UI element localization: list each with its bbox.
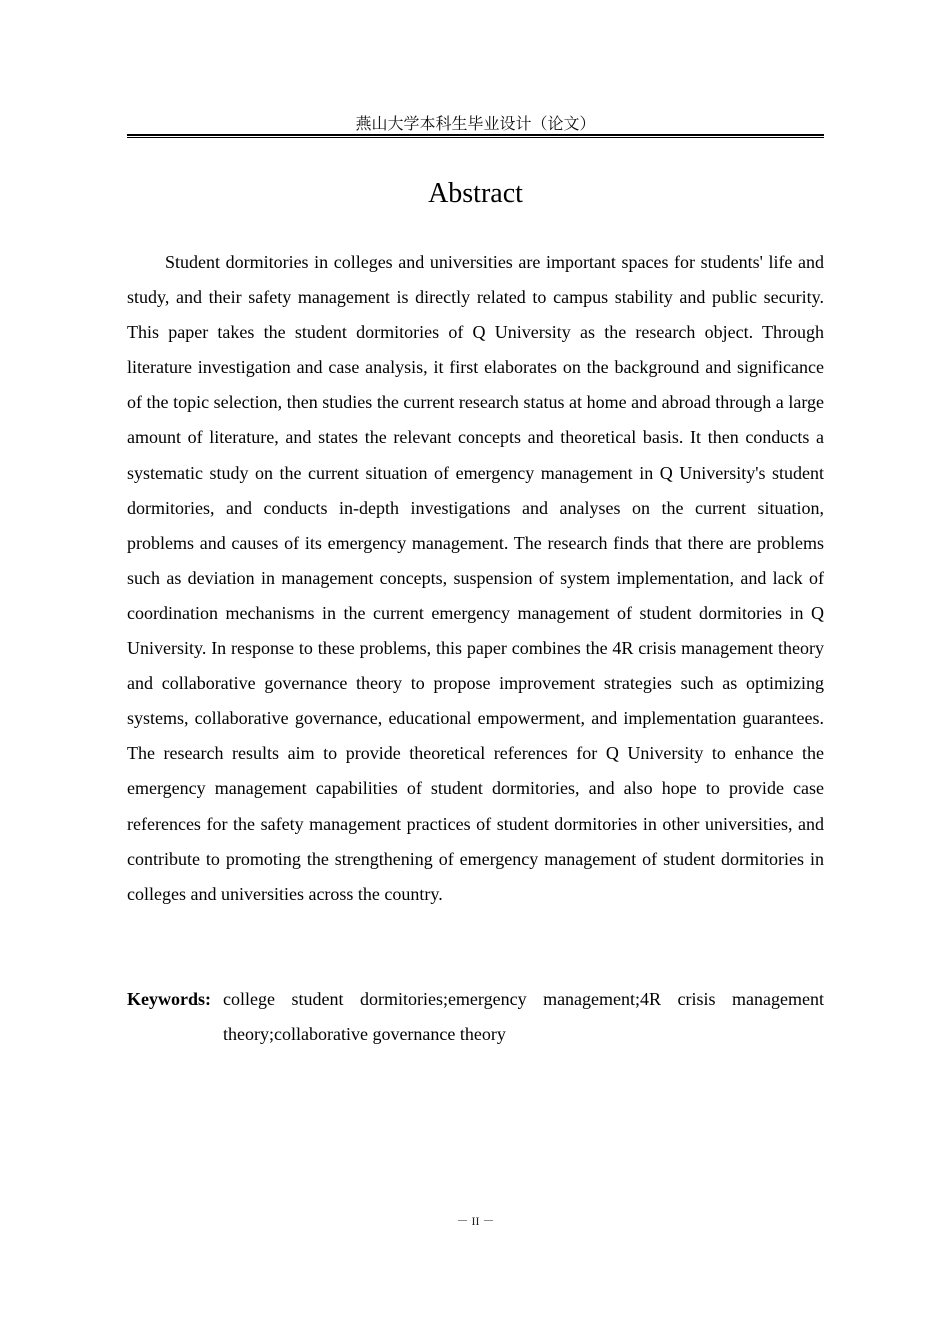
page-number: － II － [456,1214,495,1228]
keywords-block [127,982,824,1052]
running-header: 燕山大学本科生毕业设计（论文） [355,114,596,133]
abstract-heading: Abstract [428,178,523,209]
keywords-label: Keywords: [127,989,211,1009]
header-double-rule [127,134,824,138]
keywords-text: college student dormitories;emergency management;4R crisis management theory;collaborative governance theory [223,989,824,1044]
abstract-paragraph: Student dormitories in colleges and universities are important spaces for students' life and study, and their safety management is directly related to campus stability and public security. This paper takes the student dormitories of Q University as the research object. Through literature investigation and case analysis, it first elaborates on the background and significance of the topic selection, then studies the current research status at home and abroad through a large amount of literature, and states the relevant concepts and theoretical basis. It then conducts a systematic study on the current situation of emergency management in Q University's student dormitories, and conducts in-depth investigations and analyses on the current situation, problems and causes of its emergency management. The research finds that there are problems such as deviation in management concepts, suspension of system implementation, and lack of coordination mechanisms in the current emergency management of student dormitories in Q University. In response to these problems, this paper combines the 4R crisis management theory and collaborative governance theory to propose improvement strategies such as optimizing systems, collaborative governance, educational empowerment, and implementation guarantees. The research results aim to provide theoretical references for Q University to enhance the emergency management capabilities of student dormitories, and also hope to provide case references for the safety management practices of student dormitories in other universities, and contribute to promoting the strengthening of emergency management of student dormitories in colleges and universities across the country. [127,252,824,904]
